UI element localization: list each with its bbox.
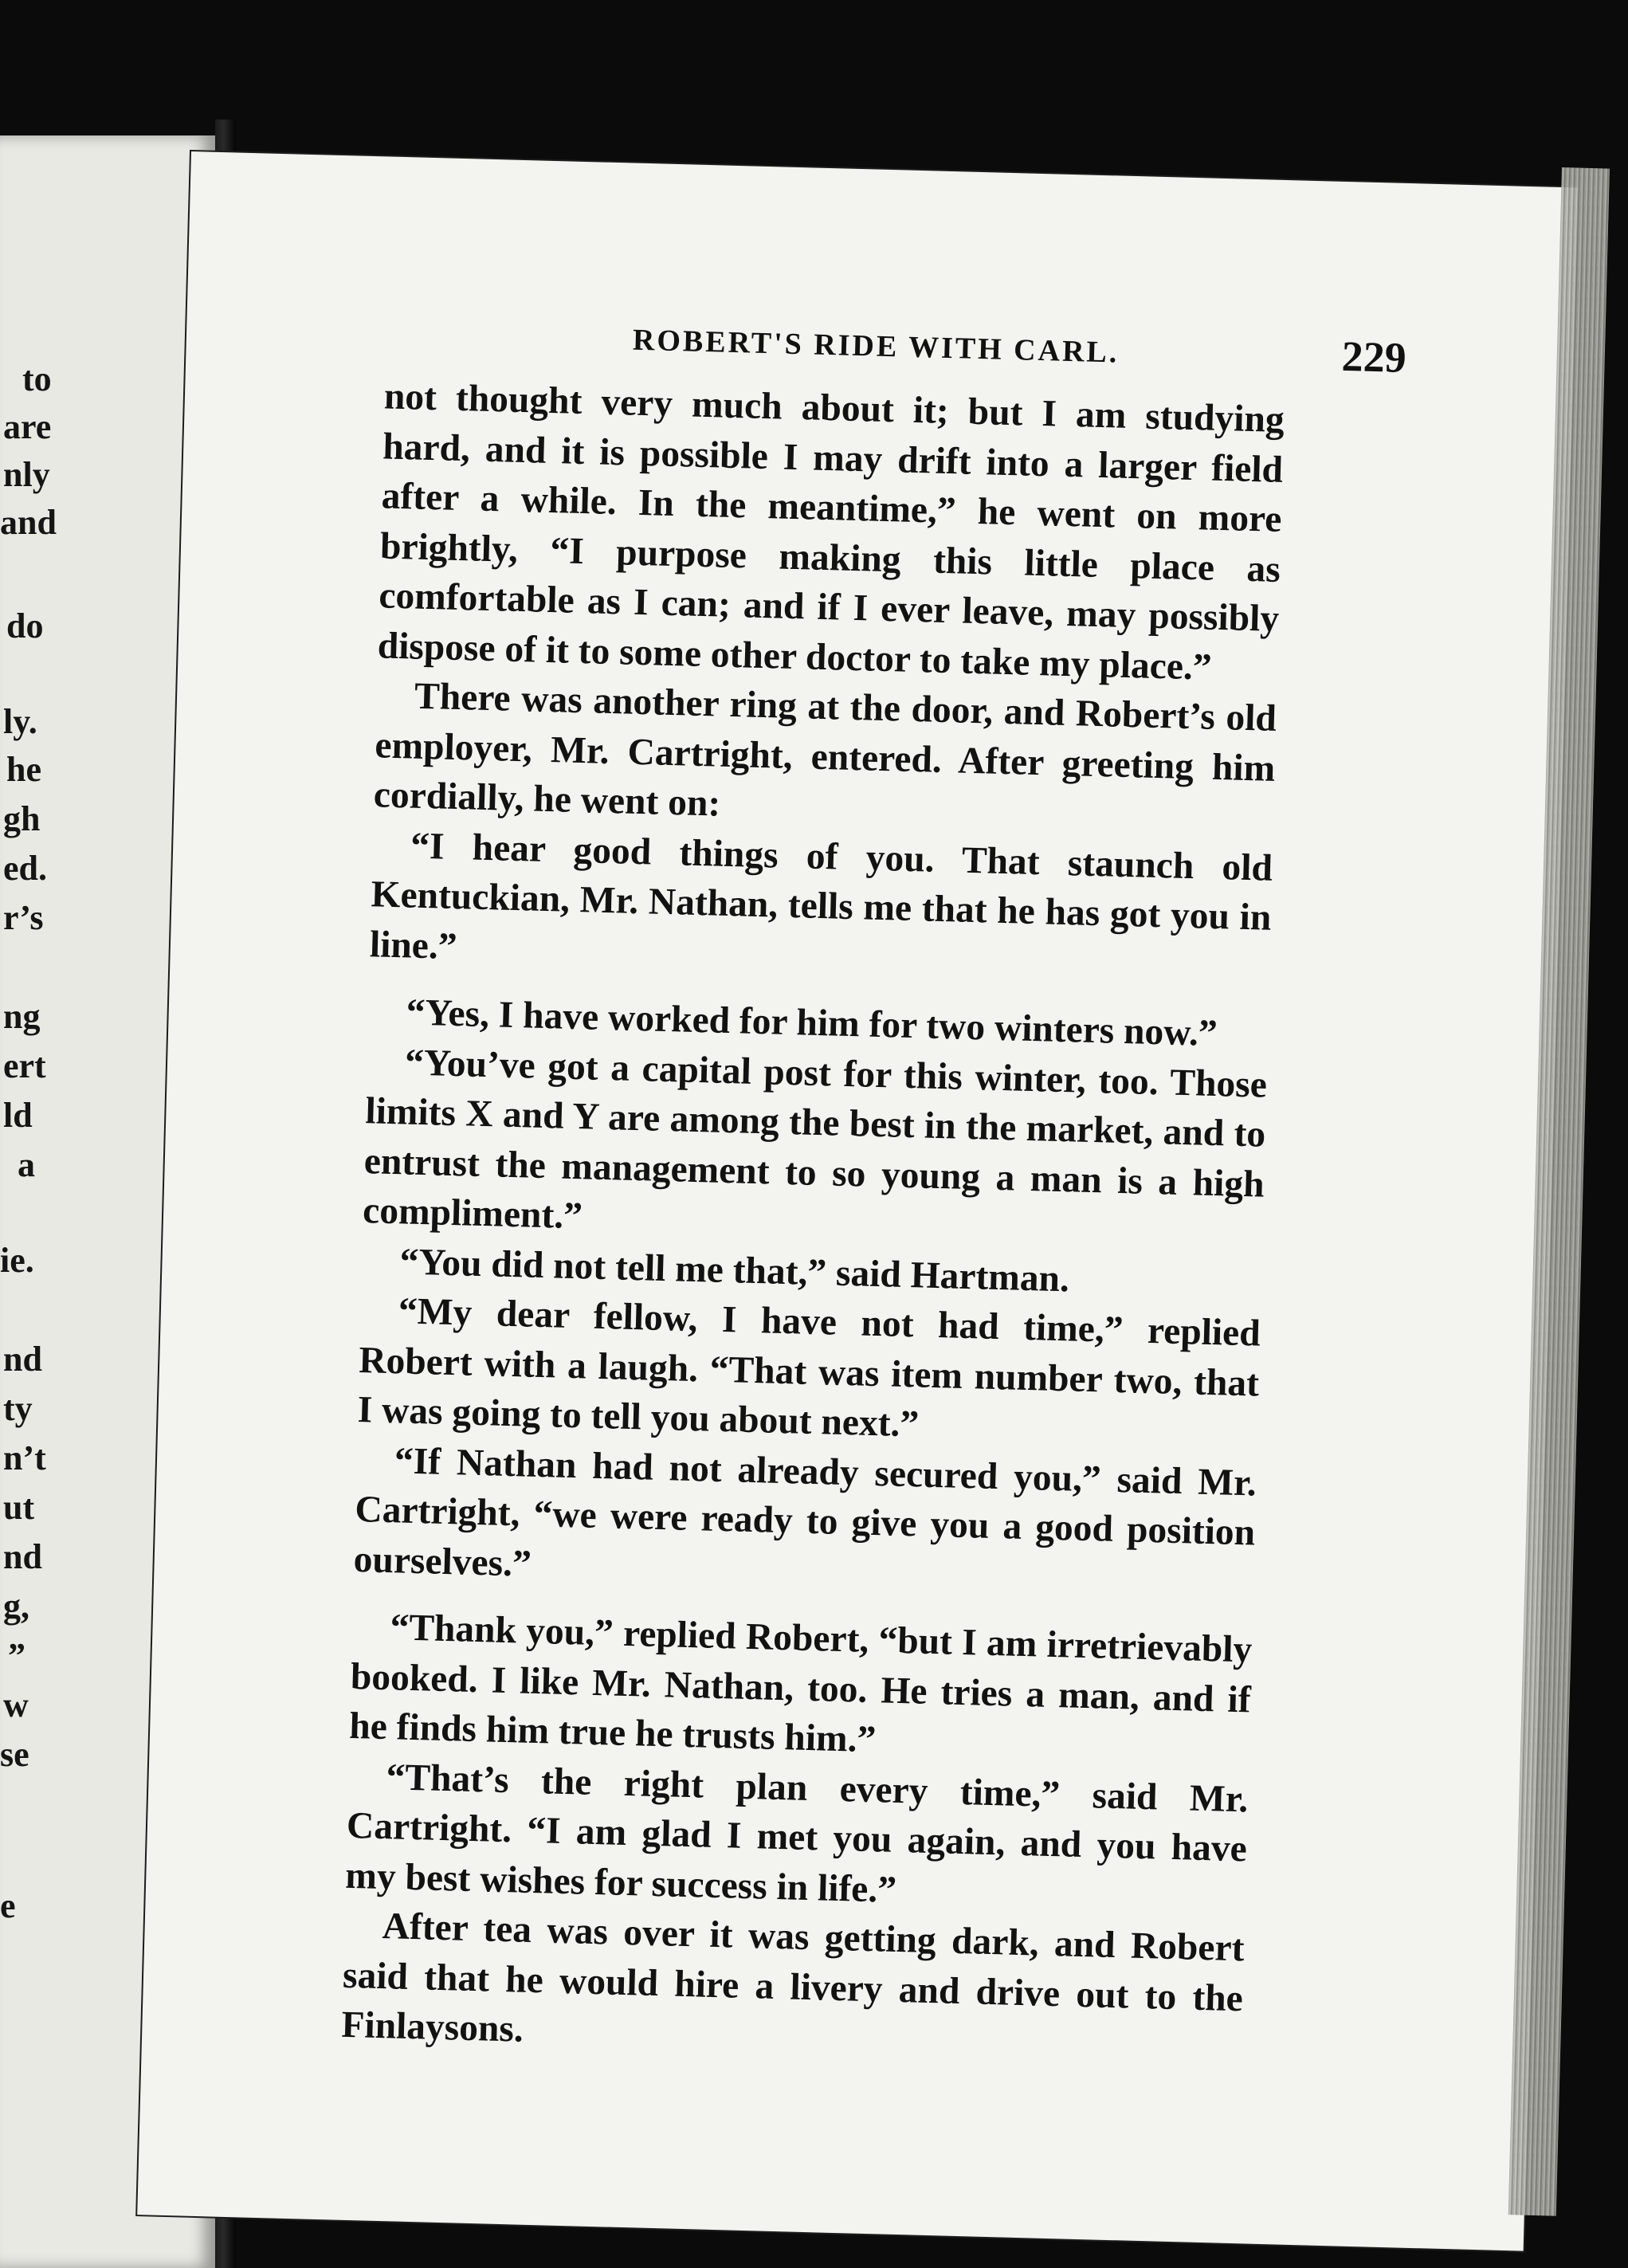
paragraph: “That’s the right plan every time,” said Mr. Cartright. “I am glad I met you again, and you have my best wishes for success in life.” [344, 1756, 1249, 1911]
left-line-fragment: nd [3, 1537, 42, 1576]
left-line-fragment: do [6, 606, 44, 645]
body-text [341, 371, 1285, 2073]
left-line-fragment: ert [3, 1046, 46, 1085]
paragraph: “You’ve got a capital post for this winter, too. Those limits X and Y are among the best in the market, and to entrust the management to so young a man is a high compliment.” [362, 1041, 1268, 1238]
left-line-fragment: ” [8, 1636, 25, 1675]
left-line-fragment: e [0, 1886, 16, 1925]
paragraph: “I hear good things of you. That staunch old Kentuckian, Mr. Nathan, tells me that he has got you in line.” [369, 825, 1273, 967]
left-line-fragment: se [0, 1735, 29, 1774]
paragraph: “My dear fellow, I have not had time,” replied Robert with a laugh. “That was item number two, that I was going to tell you about next.” [357, 1290, 1261, 1446]
left-line-fragment: g, [3, 1587, 29, 1626]
paragraph: not thought very much about it; but I am studying hard, and it is possible I may drift into a larger field after a while. In the meantime,” he went on more brightly, “I purpose making this little place as comfortable as I can; and if I ever leave, may possibly dispose of it to some other doctor to take my place.” [377, 375, 1285, 689]
left-line-fragment: he [6, 750, 41, 789]
left-line-fragment: and [0, 503, 57, 542]
left-line-fragment: gh [3, 799, 41, 838]
paragraph: “Thank you,” replied Robert, “but I am irretrievably booked. I like Mr. Nathan, too. He tries a man, and if he finds him true he trusts him.” [348, 1607, 1253, 1761]
left-line-fragment: w [3, 1685, 29, 1725]
paragraph: There was another ring at the door, and Robert’s old employer, Mr. Cartright, entered. After greeting him cordially, he went on: [373, 675, 1277, 825]
left-line-fragment: r’s [3, 898, 44, 937]
left-line-fragment: a [18, 1145, 35, 1184]
left-line-fragment: ie. [0, 1241, 34, 1280]
left-line-fragment: ut [3, 1488, 35, 1527]
paragraph: “If Nathan had not already secured you,” said Mr. Cartright, “we were ready to give you a good position ourselves.” [353, 1439, 1257, 1585]
left-line-fragment: ly. [3, 702, 37, 741]
page-number: 229 [1340, 332, 1407, 382]
paragraph: “You did not tell me that,” said Hartman. [398, 1240, 1070, 1300]
running-head: ROBERT'S RIDE WITH CARL. [632, 323, 1120, 370]
left-line-fragment: nd [3, 1340, 42, 1379]
right-page [137, 151, 1577, 2251]
left-line-fragment: n’t [3, 1438, 46, 1477]
left-line-fragment: to [22, 359, 52, 398]
left-line-fragment: ty [3, 1389, 33, 1428]
left-line-fragment: ld [3, 1096, 33, 1135]
left-line-fragment: ng [3, 997, 41, 1036]
left-line-fragment: ed. [3, 849, 47, 888]
paragraph: “Yes, I have worked for him for two winters now.” [406, 991, 1218, 1055]
left-line-fragment: nly [3, 455, 50, 494]
paragraph: After tea was over it was getting dark, and Robert said that he would hire a livery and drive out to the Finlaysons. [340, 1905, 1246, 2050]
left-line-fragment: are [3, 407, 52, 446]
